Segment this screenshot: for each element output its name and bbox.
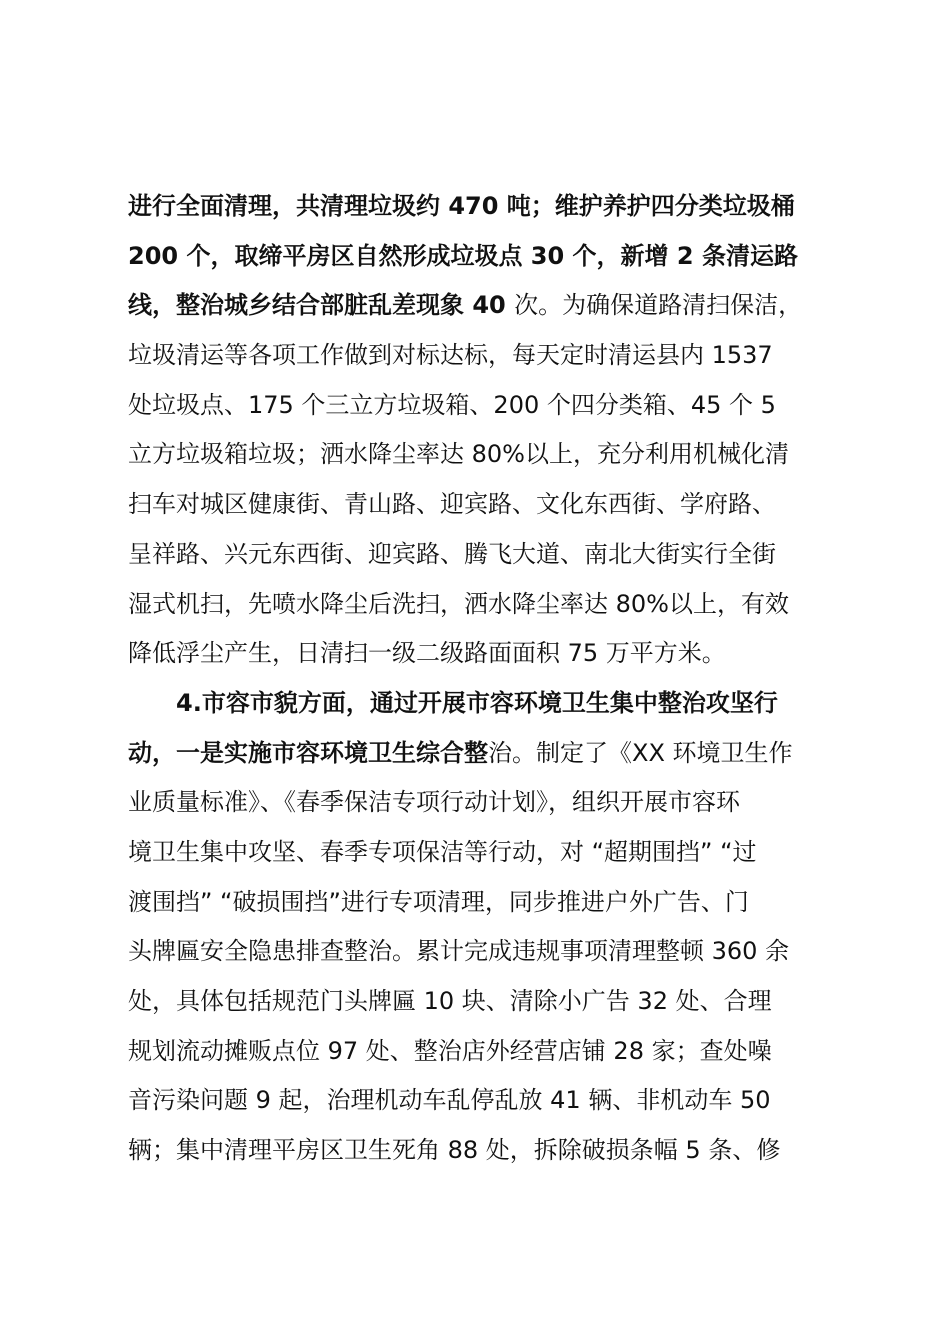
text-segment: 治。制定了《XX 环境卫生作 [488,738,793,767]
text-line [128,182,840,232]
text-line [128,281,840,331]
text-segment: 扫车对城区健康街、青山路、迎宾路、文化东西街、学府路、 [128,490,776,519]
text-line [128,1126,840,1176]
text-line [128,232,840,282]
text-line [128,878,840,928]
text-segment: 垃圾清运等各项工作做到对标达标，每天定时清运县内 1537 [128,341,773,370]
text-line [128,629,840,679]
bold-text-segment: 进行全面清理，共清理垃圾约 470 吨；维护养护四分类垃圾桶 [128,192,795,220]
text-segment: 呈祥路、兴元东西街、迎宾路、腾飞大道、南北大街实行全街 [128,539,776,568]
text-segment: 处垃圾点、175 个三立方垃圾箱、200 个四分类箱、45 个 5 [128,390,776,419]
text-line [128,729,840,779]
bold-text-segment: 200 个，取缔平房区自然形成垃圾点 30 个，新增 2 条清运路 [128,241,798,270]
text-line [128,580,840,630]
text-line [128,778,840,828]
text-segment: 音污染问题 9 起，治理机动车乱停乱放 41 辆、非机动车 50 [128,1086,771,1115]
text-segment: 渡围挡” “破损围挡”进行专项清理，同步推进户外广告、门 [128,887,749,916]
text-line [128,1027,840,1077]
text-segment: 规划流动摊贩点位 97 处、整治店外经营店铺 28 家；查处噪 [128,1036,772,1065]
body-text [128,182,840,1176]
text-line [128,927,840,977]
text-line [128,977,840,1027]
text-line [128,679,840,729]
text-line [128,530,840,580]
text-segment: 业质量标准》、《春季保洁专项行动计划》，组织开展市容环 [128,788,740,817]
text-line [128,331,840,381]
text-segment: 辆；集中清理平房区卫生死角 88 处，拆除破损条幅 5 条、修 [128,1136,781,1165]
text-line [128,1076,840,1126]
bold-text-segment: 4.市容市貌方面，通过开展市容环境卫生集中整治攻坚行 [176,688,778,717]
text-segment: 头牌匾安全隐患排查整治。累计完成违规事项清理整顿 360 余 [128,937,790,966]
text-line [128,480,840,530]
text-segment: 降低浮尘产生，日清扫一级二级路面面积 75 万平方米。 [128,639,726,668]
text-segment: 处，具体包括规范门头牌匾 10 块、清除小广告 32 处、合理 [128,987,772,1015]
bold-text-segment: 动，一是实施市容环境卫生综合整 [128,738,488,767]
text-segment: 立方垃圾箱垃圾；洒水降尘率达 80%以上，充分利用机械化清 [128,440,789,469]
text-line [128,381,840,431]
text-segment: 境卫生集中攻坚、春季专项保洁等行动，对 “超期围挡” “过 [128,837,757,866]
text-line [128,828,840,878]
text-segment: 湿式机扫，先喷水降尘后洗扫，洒水降尘率达 80%以上，有效 [128,589,789,618]
text-segment: 次。为确保道路清扫保洁， [514,291,803,320]
text-line [128,430,840,480]
bold-text-segment: 线，整治城乡结合部脏乱差现象 40 [128,291,515,320]
